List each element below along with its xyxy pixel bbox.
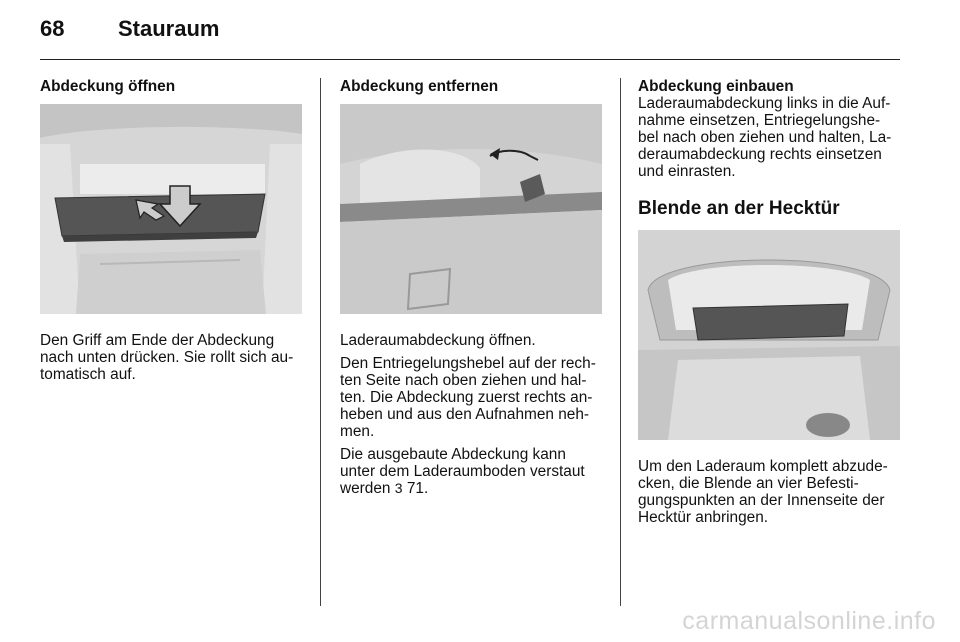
page-reference-link[interactable]: 71. (406, 480, 429, 497)
figure-tailgate-panel (638, 230, 900, 440)
header-rule (40, 59, 900, 60)
section-heading-tailgate-panel: Blende an der Hecktür (638, 198, 840, 219)
page-number: 68 (40, 16, 65, 41)
column-3 (638, 78, 900, 217)
figure-open-cover (40, 104, 302, 314)
install-cover-text: Laderaumabdeckung links in die Auf-nahme einsetzen, Entriegelungshe-bel nach oben ziehen und halten, La-deraumabdeckung rechts einsetzen und einrasten. (638, 95, 892, 180)
section-heading-install-cover: Abdeckung einbauen (638, 78, 794, 95)
tailgate-panel-text: Um den Laderaum komplett abzude-cken, die Blende an vier Befesti-gungspunkten an der Innenseite der Hecktür anbringen. (638, 458, 888, 526)
remove-cover-step-1: Laderaumabdeckung öffnen. (340, 332, 536, 349)
figure-remove-cover (340, 104, 602, 314)
column-2 (340, 78, 602, 95)
cargo-cover-remove-illustration (340, 104, 602, 314)
page-title: Stauraum (118, 16, 220, 41)
storage-text: Die ausgebaute Abdeckung kann unter dem Laderaumboden verstaut werden (340, 446, 585, 497)
open-cover-text: Den Griff am Ende der Abdeckung nach unten drücken. Sie rollt sich au-tomatisch auf. (40, 332, 294, 383)
column-divider-1 (320, 78, 321, 606)
section-heading-open-cover: Abdeckung öffnen (40, 78, 176, 95)
page-reference-icon: 3 (394, 480, 403, 496)
column-divider-2 (620, 78, 621, 606)
section-heading-remove-cover: Abdeckung entfernen (340, 78, 499, 95)
cargo-cover-open-illustration (40, 104, 302, 314)
remove-cover-storage-text (340, 446, 602, 497)
column-3-body (638, 458, 900, 526)
column-2-body (340, 332, 602, 497)
remove-cover-step-2: Den Entriegelungshebel auf der rech-ten Seite nach oben ziehen und hal-ten. Die Abdeckung zuerst rechts an-heben und aus den Aufnahmen neh-men. (340, 355, 596, 440)
tailgate-panel-illustration (638, 230, 900, 440)
column-1 (40, 78, 302, 95)
column-1-body (40, 332, 302, 383)
watermark: carmanualsonline.info (682, 607, 936, 635)
